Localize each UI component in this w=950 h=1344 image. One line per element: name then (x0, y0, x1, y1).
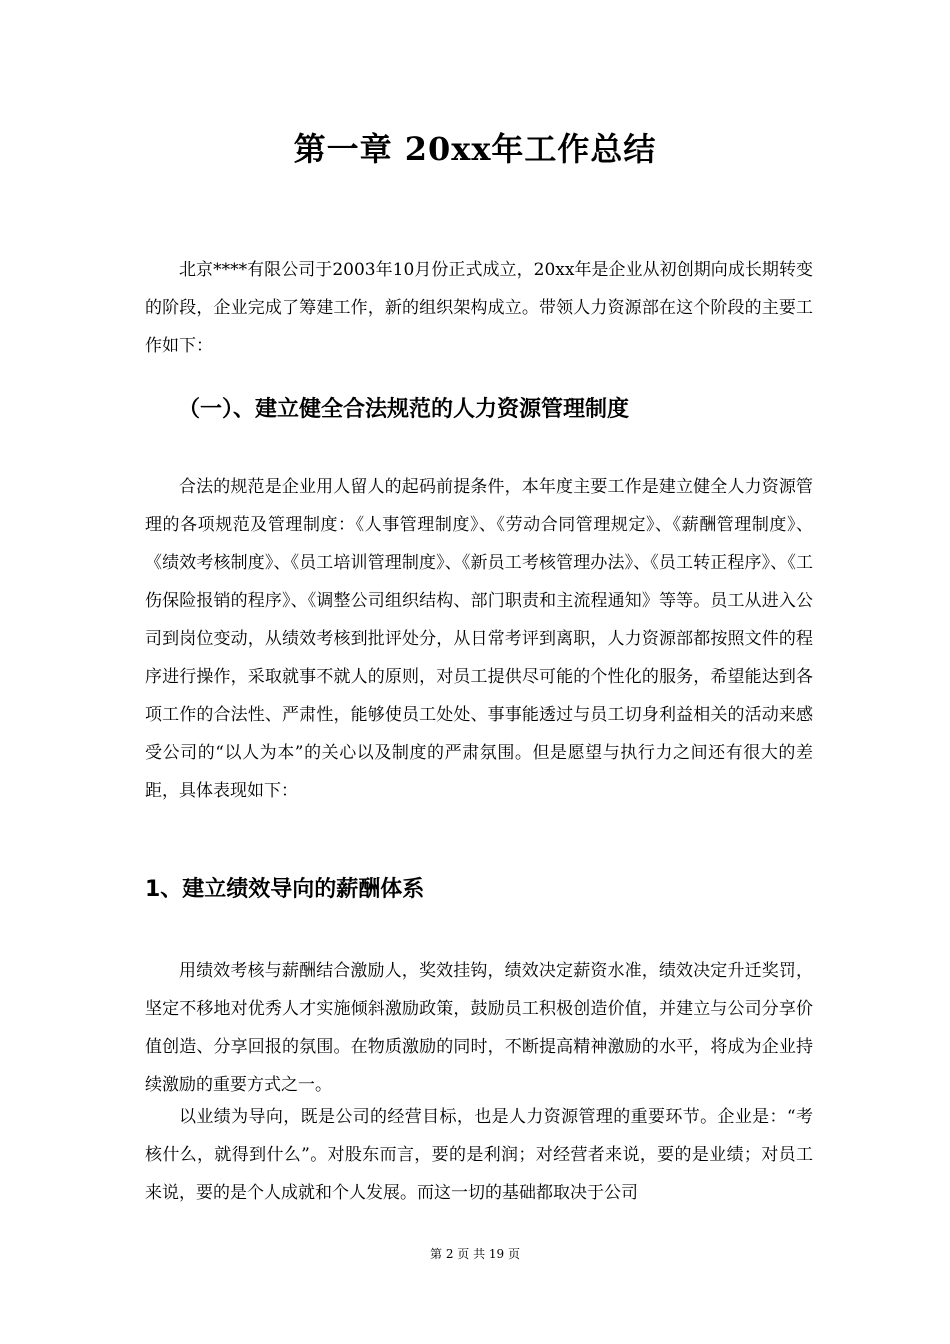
chapter-title: 第一章 20xx年工作总结 (293, 130, 657, 168)
section-heading: （一）、建立健全合法规范的人力资源管理制度 (178, 397, 630, 422)
section-paragraph: 合法的规范是企业用人留人的起码前提条件，本年度主要工作是建立健全人力资源管理的各项规范及管理制度：《人事管理制度》、《劳动合同管理规定》、《薪酬管理制度》、《绩效考核制度》、《员工培训管理制度》、《新员工考核管理办法》、《员工转正程序》、《工伤保险报销的程序》、《调整公司组织结构、部门职责和主流程通知》等等。员工从进入公司到岗位变动，从绩效考核到批评处分，从日常考评到离职，人力资源部都按照文件的程序进行操作，采取就事不就人的原则，对员工提供尽可能的个性化的服务，希望能达到各项工作的合法性、严肃性，能够使员工处处、事事能透过与员工切身利益相关的活动来感受公司的“以人为本”的关心以及制度的严肃氛围。但是愿望与执行力之间还有很大的差距，具体表现如下： (145, 477, 813, 801)
page-footer: 第 2 页 共 19 页 (430, 1247, 520, 1261)
subsection-paragraph-2: 以业绩为导向，既是公司的经营目标，也是人力资源管理的重要环节。企业是：“考核什么，就得到什么”。对股东而言，要的是利润；对经营者来说，要的是业绩；对员工来说，要的是个人成就和个人发展。而这一切的基础都取决于公司 (145, 1107, 813, 1203)
subsection-heading: 1、建立绩效导向的薪酬体系 (145, 877, 425, 902)
intro-paragraph: 北京****有限公司于2003年10月份正式成立，20xx年是企业从初创期向成长期转变的阶段，企业完成了筹建工作，新的组织架构成立。带领人力资源部在这个阶段的主要工作如下： (145, 260, 813, 356)
subsection-paragraph-1: 用绩效考核与薪酬结合激励人，奖效挂钩，绩效决定薪资水准，绩效决定升迁奖罚，坚定不移地对优秀人才实施倾斜激励政策，鼓励员工积极创造价值，并建立与公司分享价值创造、分享回报的氛围。在物质激励的同时，不断提高精神激励的水平，将成为企业持续激励的重要方式之一。 (145, 961, 813, 1095)
